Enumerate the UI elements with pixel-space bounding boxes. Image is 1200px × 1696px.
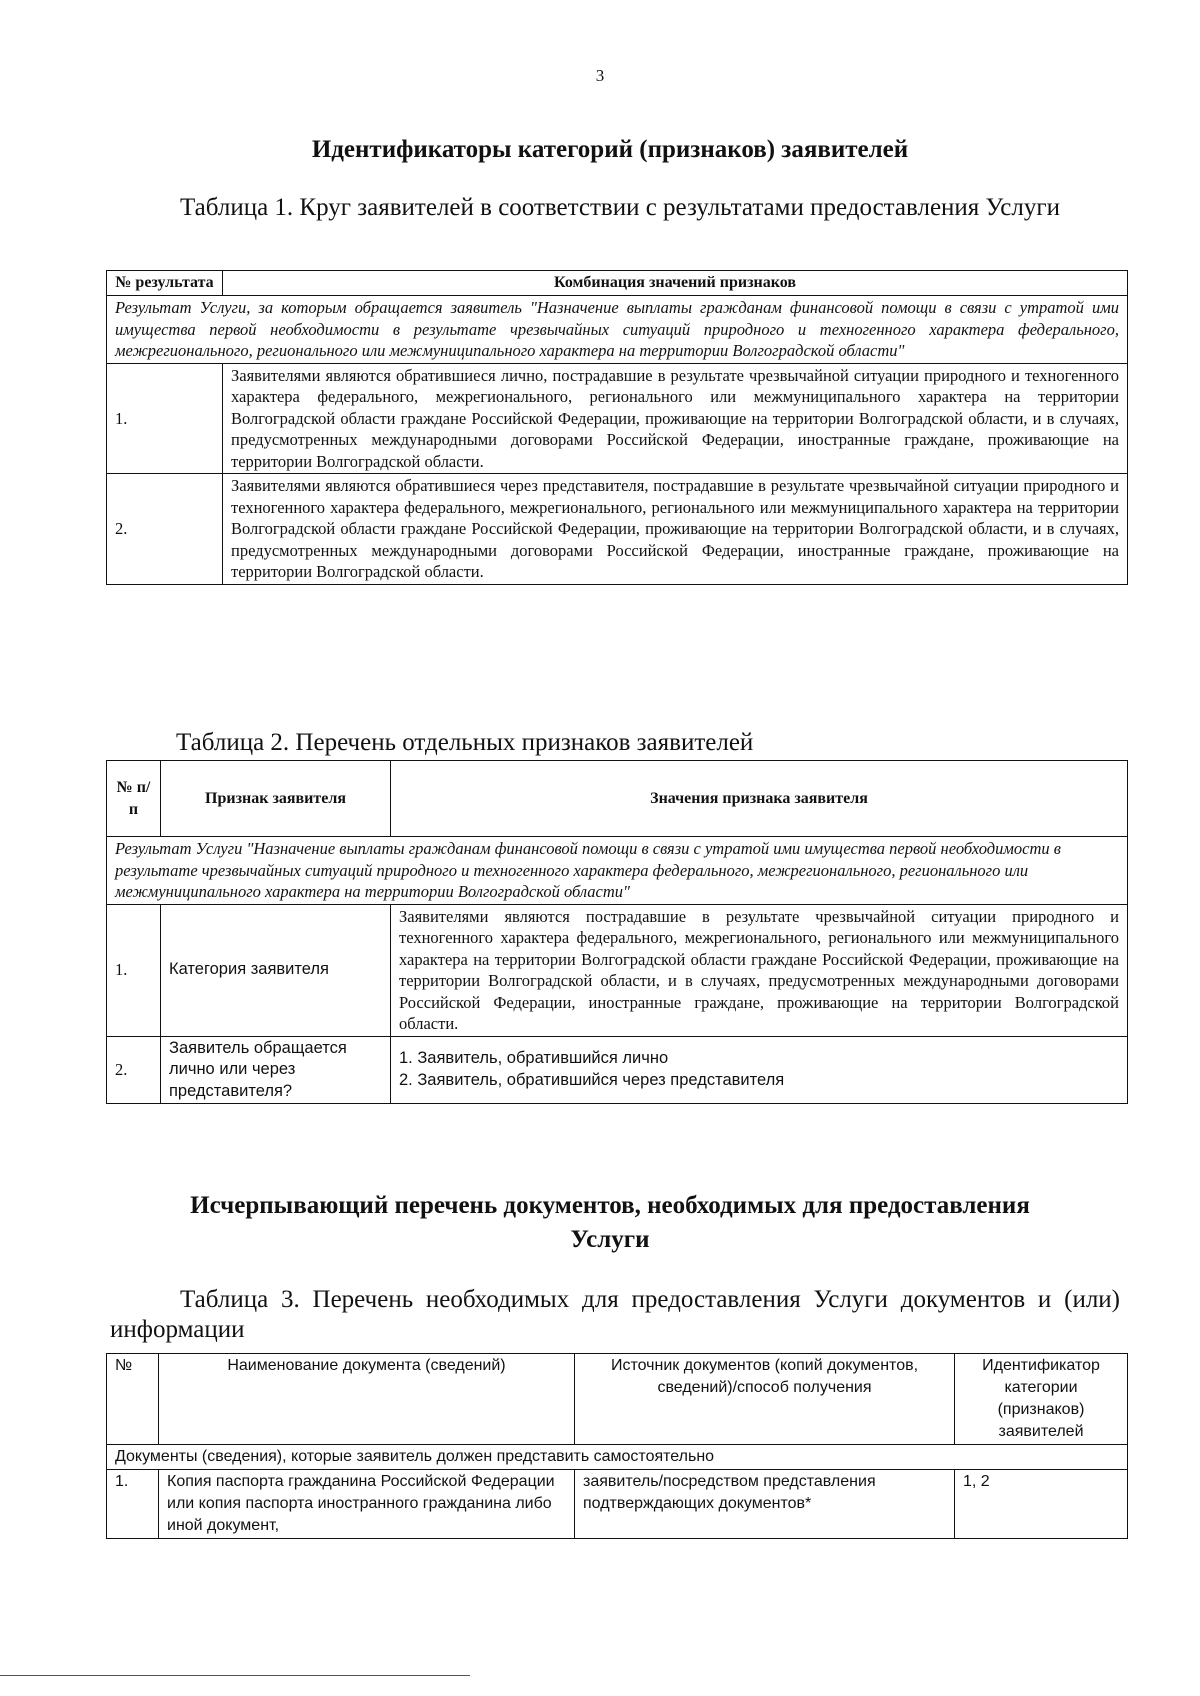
table3-header-name: Наименование документа (сведений) xyxy=(159,1354,575,1445)
table3-documents xyxy=(106,1353,1128,1539)
table2-header-feature: Признак заявителя xyxy=(161,761,391,837)
table1-row2-text: Заявителями являются обратившиеся через представителя, пострадавшие в результате чрезвычайной ситуации природного и техногенного характера федерального, межрегионального, регионального или межмуниципального характера на территории Волгоградской области граждане Российской Федерации, проживающие на территории Волгоградской области, и в случаях, предусмотренных международными договорами Российской Федерации, иностранные граждане, проживающие на территории Волгоградской области. xyxy=(223,474,1128,585)
table2-row2-values xyxy=(391,1036,1128,1104)
table2-header-values: Значения признака заявителя xyxy=(391,761,1128,837)
bottom-divider xyxy=(0,1675,470,1676)
table1-caption xyxy=(110,193,1120,223)
table3-header-row xyxy=(107,1354,1128,1445)
section-heading-documents-line1: Исчерпывающий перечень документов, необходимых для предоставления xyxy=(190,1192,1030,1219)
table2-section-row xyxy=(107,837,1128,905)
table1-applicants xyxy=(106,270,1128,585)
table2-row1-num: 1. xyxy=(107,904,161,1036)
table3-header-source: Источник документов (копий документов, сведений)/способ получения xyxy=(575,1354,955,1445)
table2-features xyxy=(106,760,1128,1104)
table3-header-id: Идентификатор категории (признаков) заявителей xyxy=(955,1354,1128,1445)
table1-row1-text: Заявителями являются обратившиеся лично, пострадавшие в результате чрезвычайной ситуации природного и техногенного характера федерального, межрегионального, регионального или межмуниципального характера на территории Волгоградской области граждане Российской Федерации, проживающие на территории Волгоградской области, и в случаях, предусмотренных международными договорами Российской Федерации, иностранные граждане, проживающие на территории Волгоградской области. xyxy=(223,363,1128,474)
table-row xyxy=(107,474,1128,585)
table3-section-row xyxy=(107,1445,1128,1470)
table2-row2-value-1: 1. Заявитель, обратившийся лично xyxy=(399,1049,669,1068)
table2-caption: Таблица 2. Перечень отдельных признаков заявителей xyxy=(176,729,754,756)
page-number: 3 xyxy=(595,66,605,85)
table2-row2-value-2: 2. Заявитель, обратившийся через представителя xyxy=(399,1070,785,1089)
table2-row1-feature: Категория заявителя xyxy=(161,904,391,1036)
table3-row1-num: 1. xyxy=(107,1470,159,1539)
table3-caption-text: Таблица 3. Перечень необходимых для предоставления Услуги документов и (или) информации xyxy=(110,1286,1120,1343)
table3-header-no: № xyxy=(107,1354,159,1445)
table2-header-no: № п/п xyxy=(107,761,161,837)
section-heading-identifiers: Идентификаторы категорий (признаков) заявителей xyxy=(311,136,909,163)
table1-header-result-no: № результата xyxy=(107,271,223,296)
table-row xyxy=(107,904,1128,1036)
table-row xyxy=(107,1036,1128,1104)
table1-row1-num: 1. xyxy=(107,363,223,474)
section-heading-documents xyxy=(100,1189,1120,1257)
table3-row1-source: заявитель/посредством представления подтверждающих документов* xyxy=(575,1470,955,1539)
table1-header-row xyxy=(107,271,1128,296)
table1-row2-num: 2. xyxy=(107,474,223,585)
table2-row1-value: Заявителями являются пострадавшие в результате чрезвычайной ситуации природного и техногенного характера федерального, межрегионального, регионального или межмуниципального характера на территории Волгоградской области граждане Российской Федерации, проживающие на территории Волгоградской области, и в случаях, предусмотренных международными договорами Российской Федерации, иностранные граждане, проживающие на территории Волгоградской области. xyxy=(391,904,1128,1036)
table3-section-title: Документы (сведения), которые заявитель должен представить самостоятельно xyxy=(107,1445,1128,1470)
table3-row1-name: Копия паспорта гражданина Российской Федерации или копия паспорта иностранного гражданина либо иной документ, xyxy=(159,1470,575,1539)
table2-row2-feature: Заявитель обращается лично или через представителя? xyxy=(161,1036,391,1104)
table1-caption-text: Таблица 1. Круг заявителей в соответствии с результатами предоставления Услуги xyxy=(180,194,1060,221)
section-heading-documents-line2: Услуги xyxy=(570,1226,650,1253)
table2-row2-num: 2. xyxy=(107,1036,161,1104)
table-row xyxy=(107,1470,1128,1539)
table1-header-combination: Комбинация значений признаков xyxy=(223,271,1128,296)
table1-section-title: Результат Услуги, за которым обращается заявитель "Назначение выплаты гражданам финансовой помощи в связи с утратой ими имущества первой необходимости в результате чрезвычайных ситуаций природного и техногенного характера федерального, межрегионального, регионального или межмуниципального характера на территории Волгоградской области" xyxy=(107,296,1128,364)
table-row xyxy=(107,363,1128,474)
table2-header-row xyxy=(107,761,1128,837)
table2-section-title: Результат Услуги "Назначение выплаты гражданам финансовой помощи в связи с утратой ими имущества первой необходимости в результате чрезвычайных ситуаций природного и техногенного характера федерального, межрегионального, регионального или межмуниципального характера на территории Волгоградской области" xyxy=(107,837,1128,905)
table3-caption xyxy=(110,1285,1120,1345)
table1-section-row xyxy=(107,296,1128,364)
table3-row1-ids: 1, 2 xyxy=(955,1470,1128,1539)
